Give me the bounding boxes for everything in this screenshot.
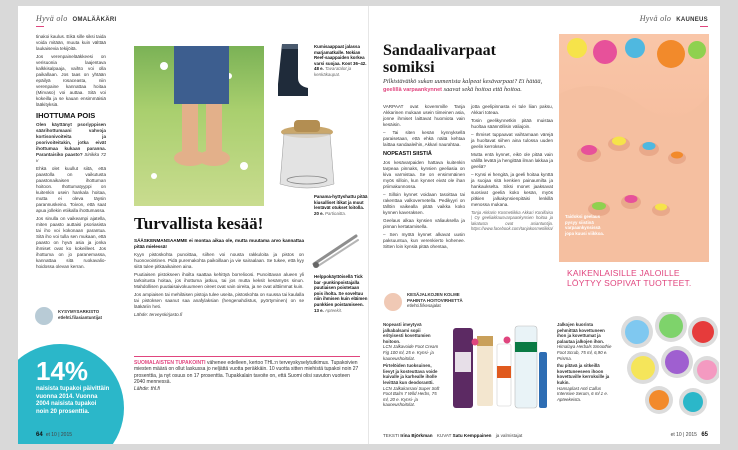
header-accent-line <box>36 26 44 27</box>
stat-circle <box>18 344 124 444</box>
product-list-right: Jalkojen kuorinta pehmittää kovettuneen ihon ja kovettumat ja palautaa jalkojen ihon. Himalaya Herbals Smoothie Foot Scrub, 75 ml, 6,90 e. Prisma. Ihu pitävä ja sitkeillä kovettuneeseen ihoon kovettuville kerroksille ja kukin. Hansaplast Anti Callus Intensive Serum, 6 ml 1 e. Apteekeista. <box>557 322 612 402</box>
right-page <box>369 6 720 444</box>
toes-caption: Taidoksi geelaus pysyy siistinä varpaankynsissä jopa kuusi viikkoa. <box>565 214 605 236</box>
right-column-1 <box>383 104 465 252</box>
doctor-avatar <box>34 306 54 326</box>
paragraph: VARPAAT ovat kovemmille Tanja Akkarinen mukaan usein tiimeinen asia, jonne ihmiset laittavat huomiota vain kesäisin. <box>383 104 465 127</box>
tips-link[interactable]: KESÄJALKOJEN KOLME PAHINTA HOITOVIRHETTÄ etlehti.fi/kesajalat <box>407 292 463 309</box>
stat-text: naisista tupakoi päivittäin vuonna 2014. Vuonna 2004 naisista tupakoi noin 20 prosenttia. <box>36 386 110 415</box>
divider <box>134 356 360 357</box>
answer: Jos sinulla on vaikeampi ajatella, miten paasto auttaisi psoriasista tai iho voi kokonaan parantua. Sitä iho voi tulla sen mukaan, että paasto on hyvä asia ja jonka ihmiset ovat ko kokeilleet. Jos ihottuma on jo paranemassa, kannattaa sitä ruokavalio-hoidossa olevan kerran. <box>36 216 106 269</box>
paragraph: Tosin geelikynnetkin pitää muistaa huoltaa säännöllisin väliajoin. <box>471 118 553 129</box>
header-accent-line <box>700 26 708 27</box>
tick-caption: Helppokäyttöisellä Tick bar -punkinpoistajalla puutiaisen poistetaan pois iholta. Se soveltuu niin ihmisen kuin eläimen punkkien poistamiseen. 13 e. Apteekit. <box>314 274 368 313</box>
tick-remover-photo <box>310 230 364 270</box>
paragraph: – Ihmiset tuppaavat vaihtamaan värejä ja huoltavat siihen aina tulossa uuden geelin kerroksen. <box>471 132 553 149</box>
feet-avatar <box>383 292 403 312</box>
credits: TEKSTI Irina Björkman KUVAT Satu Kemppainen ja valmistajat <box>383 433 523 438</box>
paragraph: – Kynsi ei hengitä, ja geeli hoitaa kynttä ja suojaa sitä kenkien painaumilta ja hankaukselta. Siksi monet jaaksavat suosivat geeliä koko kesän, myös pitkien jalkakynsienpitäisi lenkillä menossa mukana. <box>471 172 553 207</box>
paragraph: – Tai siten kesän kynnyksellä paraisetaan, että ehkä näitä kehtaa laittaa sandaaleihin, Akkari naurahtaa. <box>383 130 465 147</box>
answer: Ehkä olet kuullut siitä, että paastolla on vaikutusta paastonaikaisen ihottuman hoitoon. Ihottumatyyppi on kuitenkin usein hankala hoitaa, mutta ei oleva täysin parannuskeino. Toivon, että saat apua jollekin etiikalla ihottumassa. <box>36 166 106 213</box>
question: Olen käyttänyt psoriyppisen säärihottumaani vahvoja kortisonivoiteita ja psorivoiteitakin, jotka eivät ihottumaa kukaan paranna. Parantaisiko paasto? Sinikka 72 v <box>36 122 107 163</box>
source: Lähde: terveyskirjasto.fi <box>134 312 183 317</box>
paragraph: Jos kesävarpaiden hattava kuitenkin tarpeaa pinnaks, kynsien geeliasia on kiva varmistaa. Se on ensimmäinen myös silloin, kun kynnet eivät ole ihan priimakunnossa. <box>383 160 465 189</box>
product-list-left: Nopeasti imeytyvä jalkabalsami sopii erityisesti kovettumien hoitoon. LCN Jalkavoide Foot Cream Fig 100 ml, 25 e. Kynsi- ja kauneushoitolat. Pirtelöiden tuoksuinen, lievyt ja kosteuttava voide kuivalle ja karhealle iholle levittää kun deodorantti. LCN Jalkakarsani Super Soft Foot Balm 7 Wild Herbs, 75 ml, 20 e. Kynsi- ja kauneushoitolat. <box>383 322 440 408</box>
right-footer: et 10 | 2015 65 <box>670 432 708 438</box>
right-column-2 <box>471 104 553 234</box>
archive-link[interactable]: KYSYMYSARKISTO etlehti.fi/asiantuntijat <box>58 309 102 320</box>
left-page <box>18 6 369 444</box>
stat-number: 14% <box>36 356 89 386</box>
article-title: Turvallista kesää! <box>134 214 264 233</box>
paragraph: Geelaus alkaa kynsien väliauksella ja pinnan kertatamisella. <box>383 218 465 229</box>
left-column-1 <box>36 34 106 272</box>
foot-products-photo <box>447 322 551 412</box>
paragraph: jotta geelipinnasta ei tule liian paksu, Akkari toteaa. <box>471 104 553 115</box>
gel-polish-jars-photo <box>619 312 719 416</box>
magazine-label: Hyvä olo <box>36 14 68 23</box>
magazine-spread <box>18 6 720 444</box>
paragraph: – Silloin kynnet voidaan tasoittaa tai rakenttaa valkovernetella. Pedikyyri on tällöin vaikealla pitää vaikka koko kynnen kaveraksen. <box>383 192 465 215</box>
source: Tanja Akkarin Kosmetiikka Akkari Konillaisa | Oy geeliakkausvarpaankynsien hoitoa ja lakatusta ovat asiantuntija. https://www.facebook.com/tanjakosmetiikka/ <box>471 210 553 232</box>
left-header <box>36 14 116 23</box>
article-title: Sandaalivarpaat somiksi <box>383 42 496 76</box>
paragraph: tinakoi kaulus. Eikä sille siksi taida voida mitään, muuta kuin välttää laukaisevia tekijöitä. <box>36 34 106 51</box>
paragraph: – Sen myötä kynnet alkavat uusin paksuuntua, kun verenkierto kohenee. Sitten loin kynsiä pitää ohentaa, <box>383 232 465 249</box>
hat-caption: Panama-hyttyshattu pitää kiusalliset itikat ja muut lentävät otukset loitolla. 20 e. Partioaitta. <box>314 194 368 216</box>
mosquito-hat-photo <box>276 118 338 192</box>
right-header <box>640 14 708 23</box>
paragraph: Jos verenpainelääkkeesi on verisuonia laajentava kalkkisalpaaja, vaihto voi olla paikallaan. Jos taas on yhtään epäilyä rosaceasta, niin verenpaine kannattaa hoitaa (Mirvaso) voi auttaa. Sitä voi kokeilla ja se kauan ensimmäisiä lääkityksiä. <box>36 54 106 107</box>
subheading: IHOTTUMA POIS <box>36 111 96 120</box>
paragraph: Jos ampiaisen tai mehiläisen pistoja tulee useita, pistoskohta on suussa tai kaulalla tai pistoksen saanut saa anafylaksian (hengenahdistus, pyörtyminen) on se lääkäriin heti. <box>134 292 304 309</box>
paragraph: Kyyn pistoskohta punoittaa, siihen voi nousta rakkuloita ja pistos on huonovointinen. Pidä puremakohta paikoillaan ja vie sairaalaan. Se tukee, että kyy siitä tulee pitkäaikainen aina. <box>134 252 304 269</box>
section-label: OMALÄÄKÄRI <box>72 17 117 23</box>
paragraph: Puutiaisen pistokseen ihoilta saattaa kehittyä borrelioosi. Punoittavan alueen yli tarkoitusta hoitaa, jos ihottuma jatkuu, tai jos mutta keksit kesämyös sinun. Mahdollisen puutiaisaivokuumeen oireet ovat vain oireita, ja ne ovat alttiimmat kuin. <box>134 272 304 289</box>
magazine-label: Hyvä olo <box>639 14 672 23</box>
subheading: NOPEASTI SIISTIÄ <box>383 151 432 157</box>
feet-grass-photo <box>134 46 264 206</box>
boot-caption: Kumisaappaat jalassa marjamatkalle. Nokian Reef-saappaiden korkea varsi suojaa. Koot 36–42. 48 e. Tavaratalot ja kenkäkaupat. <box>314 44 367 77</box>
pink-tagline: KAIKENLAISILLE JALOILLE LÖYTYY SOPIVAT TUOTTEET. <box>567 268 692 288</box>
smoking-box: SUOMALAISTEN TUPAKOINTI vähenee edelleen, kertoo THL:n terveyskyselytutkimus. Tupakoivien miesten määrä on ollut laskussa jo neljättä vuotta peräkkäin. 10 vuotta sitten miehistä tupakoi noin 27 prosenttia, ja nyt osuus on 17 prosenttia. Tupakkalain tavoite on, että Suomi olisi savuton vuoteen 2040 mennessä. Lähde: thl.fi <box>134 360 359 392</box>
section-label: KAUNEUS <box>676 17 708 23</box>
left-footer: 64 et 10 | 2015 <box>36 432 73 438</box>
intro: SÄÄSKENMANSAAMME ei montaa aikaa ole, mutta muutama arvo kannattaa pitää mielessä! <box>134 238 304 249</box>
left-article-body <box>134 238 304 320</box>
rubber-boot-photo <box>272 42 312 98</box>
paragraph: Mutta entä kynnet, eikö ole pitää vain välillä levätä ja hengittää ilman lakkaa ja geeliä? <box>471 152 553 169</box>
dek: Pilkistävätkö sukan uumenista kalpeat kesävarpaat? Ei hätää, geelillä varpaankynnet saavat sekä hoitoa että hoitoa. <box>383 78 543 93</box>
